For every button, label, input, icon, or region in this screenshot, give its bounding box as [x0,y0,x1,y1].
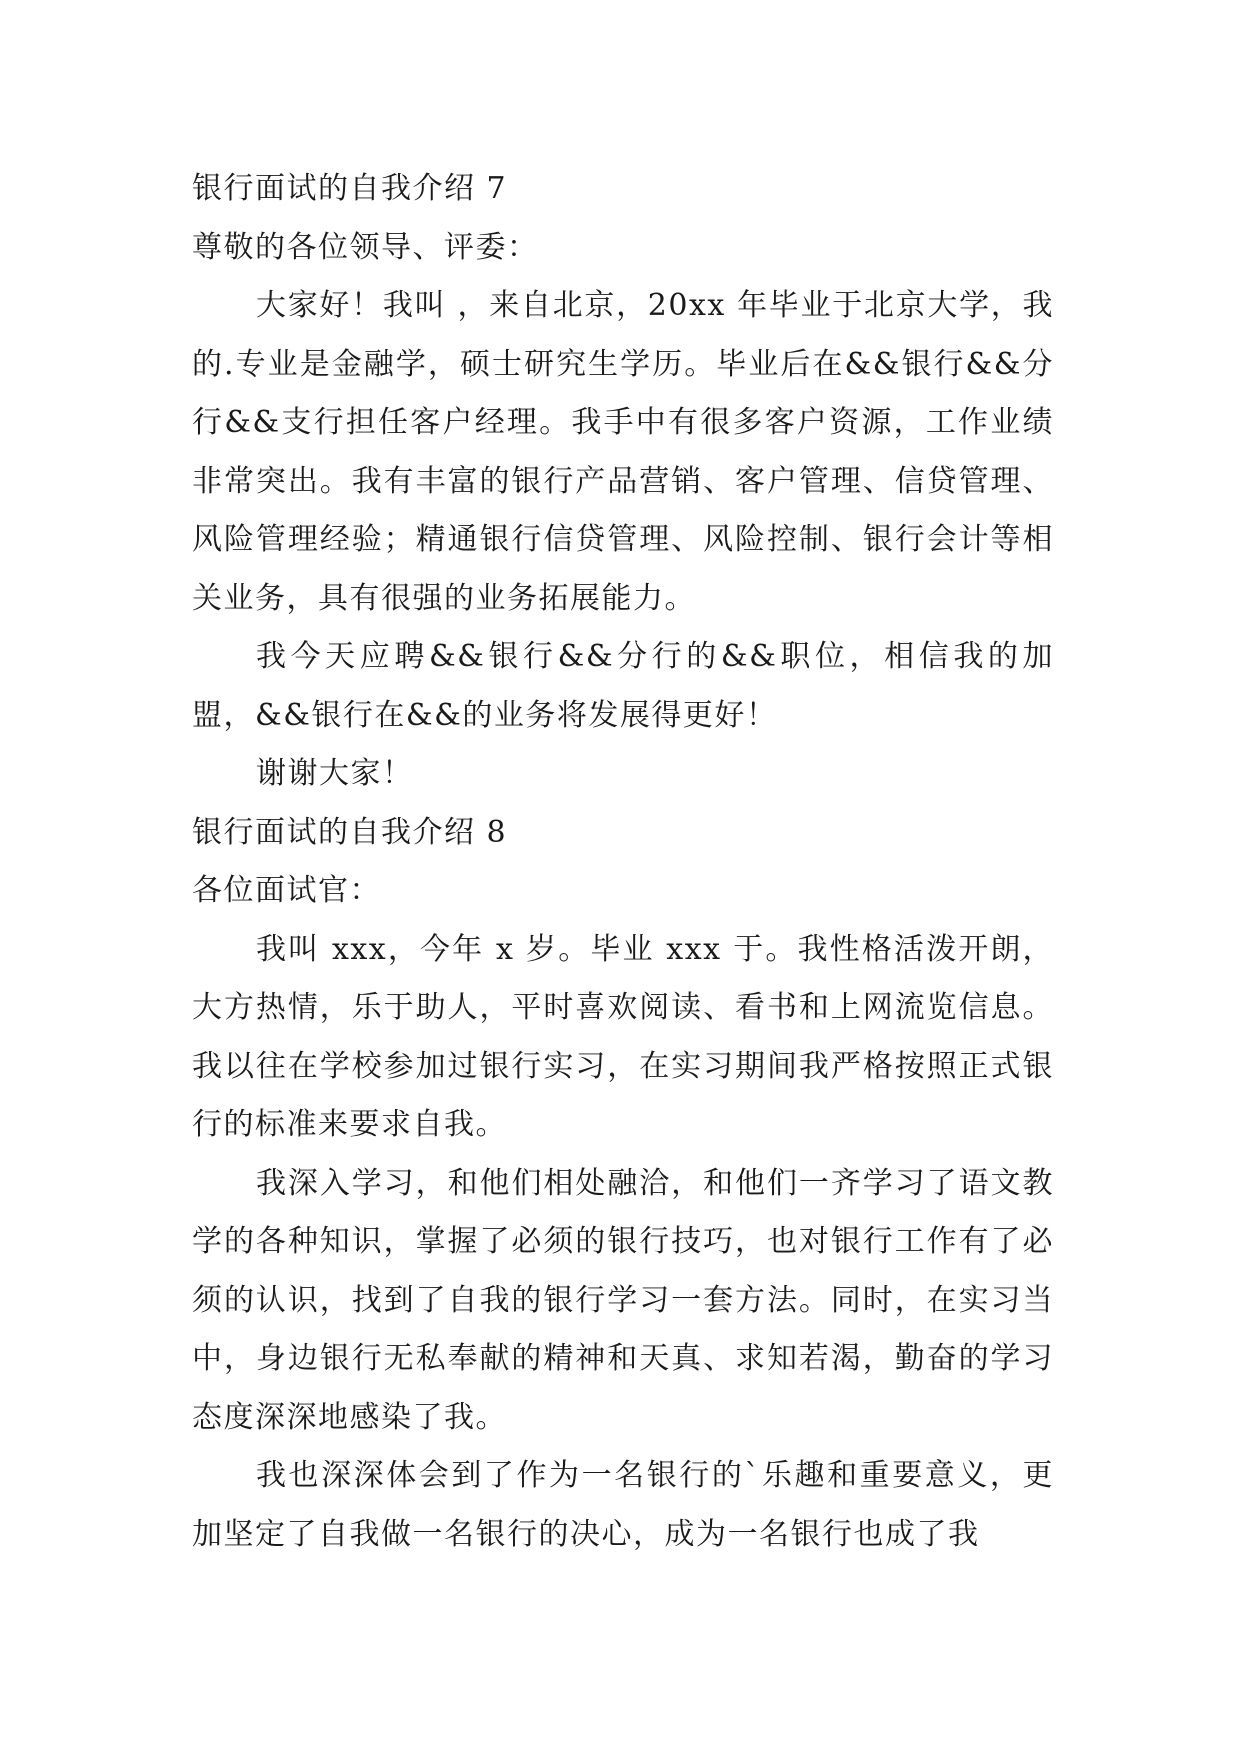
section-8-salutation: 各位面试官： [192,873,381,908]
section-7-title: 银行面试的自我介绍 7 [192,171,508,206]
section-7-closing: 谢谢大家！ [256,756,414,791]
section-8-paragraph-2: 我深入学习，和他们相处融洽，和他们一齐学习了语文教学的各种知识，掌握了必须的银行技巧，也对银行工作有了必须的认识，找到了自我的银行学习一套方法。同时，在实习当中，身边银行无私奉献的精神和天真、求知若渴，勤奋的学习态度深深地感染了我。 [192,1165,1054,1435]
section-7-paragraph-2: 我今天应聘&&银行&&分行的&&职位，相信我的加盟，&&银行在&&的业务将发展得更好！ [192,639,1054,733]
section-8-paragraph-3: 我也深深体会到了作为一名银行的`乐趣和重要意义，更加坚定了自我做一名银行的决心，成为一名银行也成了我 [192,1458,1054,1552]
section-7-paragraph-1: 大家好！我叫 ，来自北京，20xx 年毕业于北京大学，我的.专业是金融学，硕士研究生学历。毕业后在&&银行&&分行&&支行担任客户经理。我手中有很多客户资源，工作业绩非常突出。我有丰富的银行产品营销、客户管理、信贷管理、风险管理经验；精通银行信贷管理、风险控制、银行会计等相关业务，具有很强的业务拓展能力。 [192,288,1054,616]
section-7-salutation: 尊敬的各位领导、评委： [192,229,539,265]
section-8-paragraph-1: 我叫 xxx，今年 x 岁。毕业 xxx 于。我性格活泼开朗，大方热情，乐于助人，平时喜欢阅读、看书和上网流览信息。我以往在学校参加过银行实习，在实习期间我严格按照正式银行的标准来要求自我。 [192,931,1054,1142]
section-8-title: 银行面试的自我介绍 8 [192,814,508,850]
document-body [192,160,1054,1564]
